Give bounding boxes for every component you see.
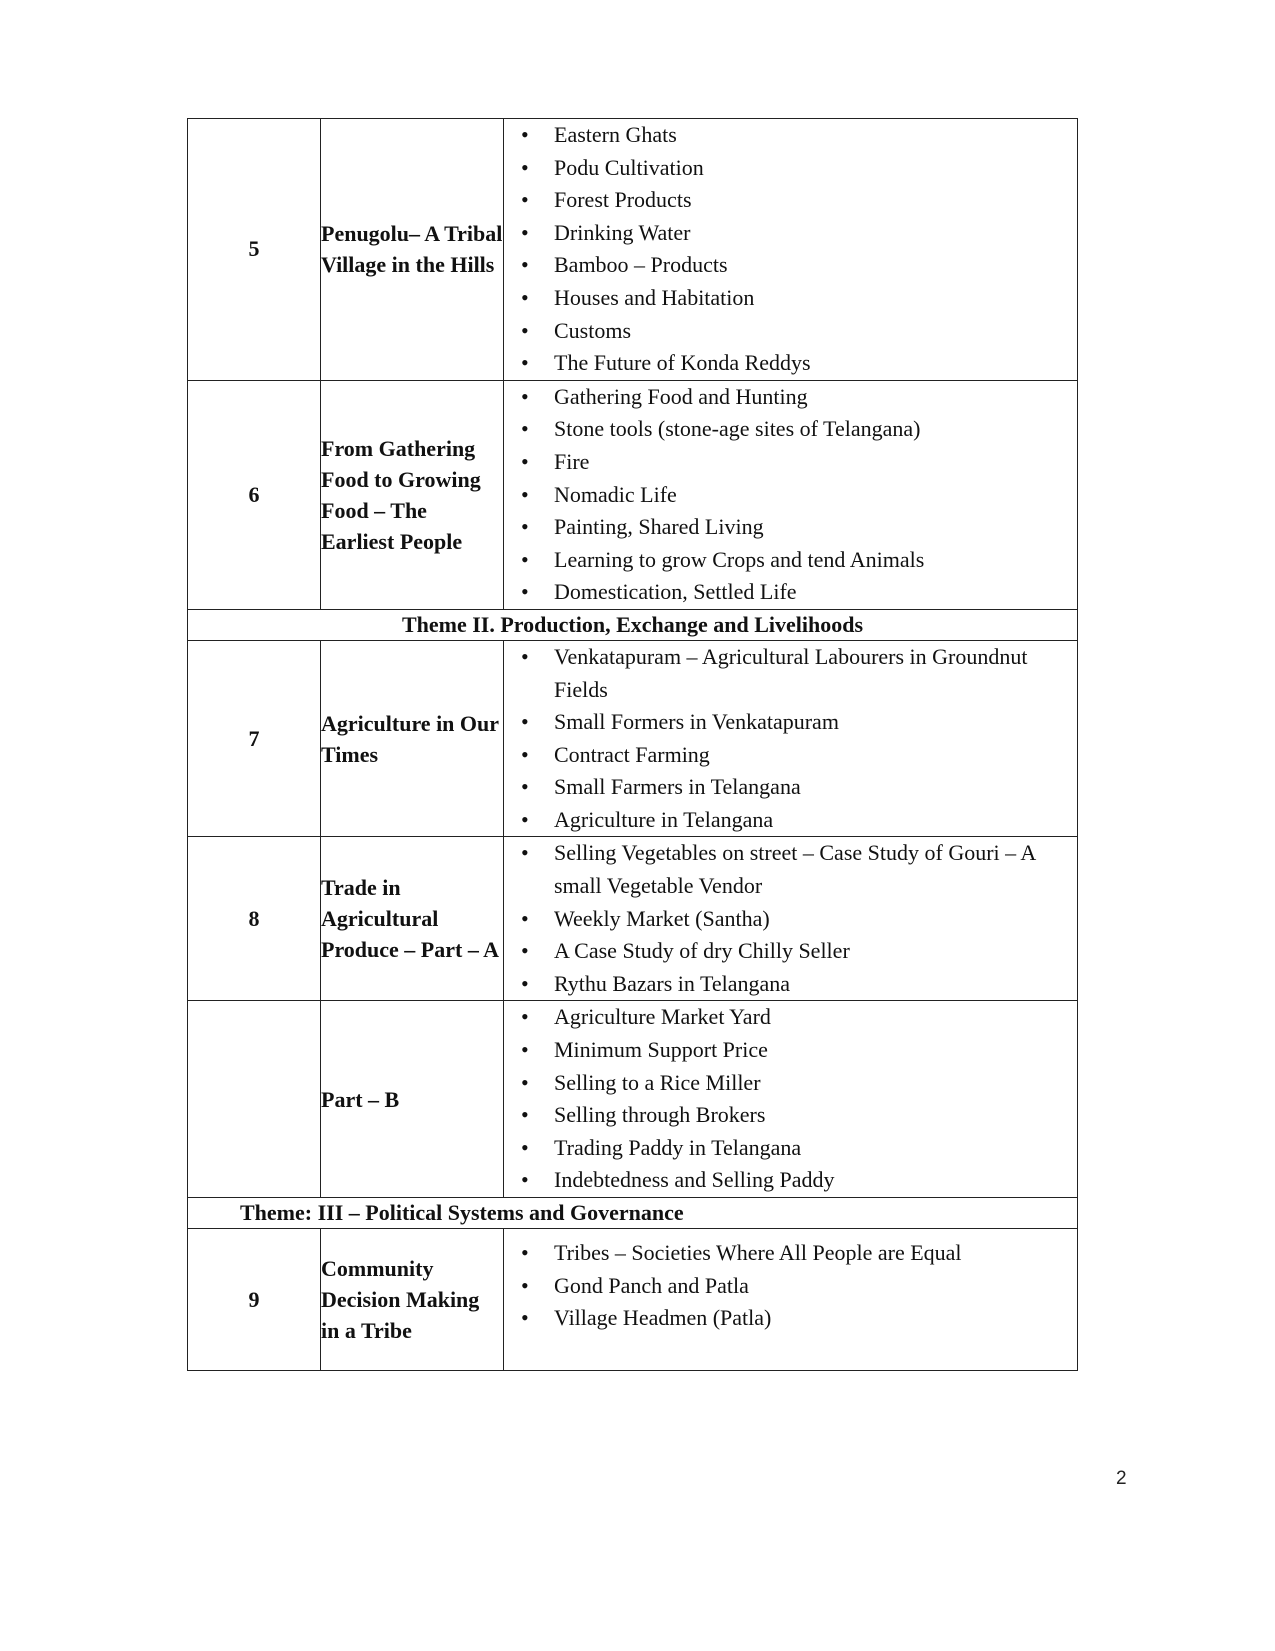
topic-list bbox=[504, 119, 1077, 380]
list-item: • Learning to grow Crops and tend Animals bbox=[504, 544, 1077, 577]
list-item: • Painting, Shared Living bbox=[504, 511, 1077, 544]
list-item: • Small Formers in Venkatapuram bbox=[504, 706, 1077, 739]
list-item: • The Future of Konda Reddys bbox=[504, 347, 1077, 380]
list-item: • Tribes – Societies Where All People are Equal bbox=[504, 1237, 1077, 1270]
unit-number: 9 bbox=[188, 1229, 321, 1371]
unit-topics bbox=[504, 640, 1078, 837]
topic-list bbox=[504, 641, 1077, 837]
list-item: • Weekly Market (Santha) bbox=[504, 903, 1077, 936]
syllabus-table bbox=[187, 118, 1078, 1371]
list-item: • Fire bbox=[504, 446, 1077, 479]
theme-heading: Theme II. Production, Exchange and Livelihoods bbox=[188, 609, 1078, 640]
list-item: • Rythu Bazars in Telangana bbox=[504, 968, 1077, 1001]
table-row bbox=[188, 1001, 1078, 1198]
table-row bbox=[188, 640, 1078, 837]
unit-title: Agriculture in Our Times bbox=[321, 640, 504, 837]
list-item: • Trading Paddy in Telangana bbox=[504, 1132, 1077, 1165]
topic-list bbox=[504, 381, 1077, 609]
list-item: • Gathering Food and Hunting bbox=[504, 381, 1077, 414]
list-item: • Podu Cultivation bbox=[504, 152, 1077, 185]
list-item: • Customs bbox=[504, 315, 1077, 348]
unit-number: 7 bbox=[188, 640, 321, 837]
list-item: • Minimum Support Price bbox=[504, 1034, 1077, 1067]
list-item: • Agriculture Market Yard bbox=[504, 1001, 1077, 1034]
list-item: • Venkatapuram – Agricultural Labourers in Groundnut Fields bbox=[504, 641, 1077, 706]
unit-topics bbox=[504, 1229, 1078, 1371]
theme-row bbox=[188, 1198, 1078, 1229]
list-item: • Eastern Ghats bbox=[504, 119, 1077, 152]
unit-topics bbox=[504, 119, 1078, 381]
list-item: • Contract Farming bbox=[504, 739, 1077, 772]
list-item: • Houses and Habitation bbox=[504, 282, 1077, 315]
table-row bbox=[188, 837, 1078, 1001]
topic-list bbox=[504, 837, 1077, 1000]
unit-title: From Gathering Food to Growing Food – The Earliest People bbox=[321, 380, 504, 609]
list-item: • Indebtedness and Selling Paddy bbox=[504, 1164, 1077, 1197]
unit-title: Community Decision Making in a Tribe bbox=[321, 1229, 504, 1371]
list-item: • Small Farmers in Telangana bbox=[504, 771, 1077, 804]
list-item: • Selling to a Rice Miller bbox=[504, 1067, 1077, 1100]
page-number: 2 bbox=[1116, 1468, 1127, 1489]
list-item: • Selling through Brokers bbox=[504, 1099, 1077, 1132]
theme-heading: Theme: III – Political Systems and Governance bbox=[188, 1198, 1078, 1229]
table-row bbox=[188, 119, 1078, 381]
list-item: • Domestication, Settled Life bbox=[504, 576, 1077, 609]
unit-number bbox=[188, 1001, 321, 1198]
unit-number: 5 bbox=[188, 119, 321, 381]
theme-row bbox=[188, 609, 1078, 640]
unit-number: 6 bbox=[188, 380, 321, 609]
unit-topics bbox=[504, 837, 1078, 1001]
unit-topics bbox=[504, 1001, 1078, 1198]
table-row bbox=[188, 1229, 1078, 1371]
list-item: • Village Headmen (Patla) bbox=[504, 1302, 1077, 1335]
table-row bbox=[188, 380, 1078, 609]
list-item: • A Case Study of dry Chilly Seller bbox=[504, 935, 1077, 968]
unit-title: Trade in Agricultural Produce – Part – A bbox=[321, 837, 504, 1001]
list-item: • Bamboo – Products bbox=[504, 249, 1077, 282]
list-item: • Gond Panch and Patla bbox=[504, 1270, 1077, 1303]
unit-title: Part – B bbox=[321, 1001, 504, 1198]
list-item: • Forest Products bbox=[504, 184, 1077, 217]
list-item: • Agriculture in Telangana bbox=[504, 804, 1077, 837]
list-item: • Nomadic Life bbox=[504, 479, 1077, 512]
list-item: • Stone tools (stone-age sites of Telangana) bbox=[504, 413, 1077, 446]
unit-title: Penugolu– A Tribal Village in the Hills bbox=[321, 119, 504, 381]
unit-number: 8 bbox=[188, 837, 321, 1001]
list-item: • Drinking Water bbox=[504, 217, 1077, 250]
topic-list bbox=[504, 1001, 1077, 1197]
unit-topics bbox=[504, 380, 1078, 609]
list-item: • Selling Vegetables on street – Case Study of Gouri – A small Vegetable Vendor bbox=[504, 837, 1077, 902]
topic-list bbox=[504, 1237, 1077, 1335]
